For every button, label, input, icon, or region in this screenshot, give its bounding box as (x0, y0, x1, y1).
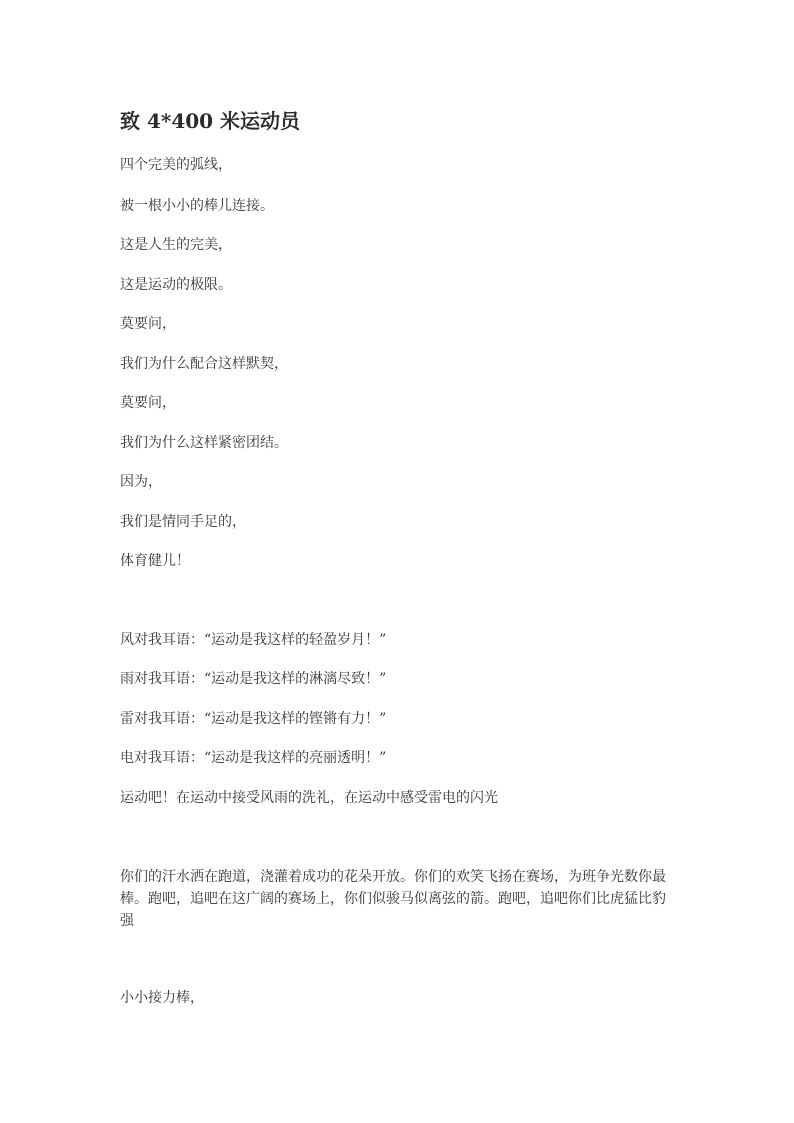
poem-line: 雷对我耳语：“运动是我这样的铿锵有力！” (120, 711, 387, 727)
poem-line: 体育健儿！ (120, 553, 190, 569)
poem-line: 风对我耳语：“运动是我这样的轻盈岁月！” (120, 632, 387, 648)
poem-line: 这是人生的完美， (120, 237, 232, 253)
poem-line: 我们为什么配合这样默契， (120, 356, 288, 372)
poem-line: 运动吧！在运动中接受风雨的洗礼，在运动中感受雷电的闪光 (120, 790, 498, 806)
poem-line: 电对我耳语：“运动是我这样的亮丽透明！” (120, 750, 387, 766)
poem-line: 被一根小小的棒儿连接。 (120, 198, 274, 214)
poem-line: 这是运动的极限。 (120, 277, 232, 293)
poem-line: 小小接力棒， (120, 990, 204, 1006)
poem-line: 四个完美的弧线， (120, 157, 232, 173)
poem-line: 雨对我耳语：“运动是我这样的淋漓尽致！” (120, 671, 387, 687)
poem-line: 我们是情同手足的， (120, 514, 246, 530)
poem-line: 因为， (120, 474, 162, 490)
prose-paragraph: 你们的汗水洒在跑道，浇灌着成功的花朵开放。你们的欢笑飞扬在赛场，为班争光数你最棒。跑吧，追吧在这广阔的赛场上，你们似骏马似离弦的箭。跑吧，追吧你们比虎猛比豹强 (120, 869, 666, 929)
poem-line: 莫要问， (120, 395, 176, 411)
document-title: 致 4*400 米运动员 (120, 109, 301, 133)
poem-line: 莫要问， (120, 316, 176, 332)
poem-line: 我们为什么这样紧密团结。 (120, 435, 288, 451)
